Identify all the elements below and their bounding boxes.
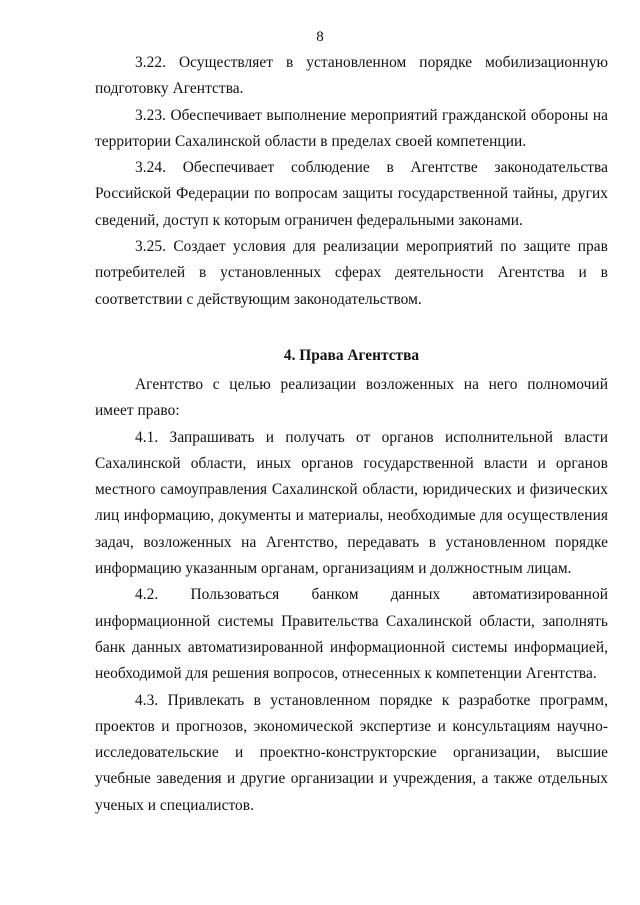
- paragraph-3-22: 3.22. Осуществляет в установленном порядке мобилизационную подготовку Агентства.: [95, 54, 608, 98]
- paragraph-3-23: 3.23. Обеспечивает выполнение мероприятий гражданской обороны на территории Сахалинской области в пределах своей компетенции.: [95, 106, 608, 150]
- page-number: 8: [316, 29, 324, 45]
- document-body: [95, 50, 608, 819]
- section-heading: 4. Права Агентства: [283, 346, 420, 364]
- paragraph-3-24: 3.24. Обеспечивает соблюдение в Агентстве законодательства Российской Федерации по вопросам защиты государственной тайны, других сведений, доступ к которым ограничен федеральными законами.: [95, 159, 608, 229]
- section-intro: Агентство с целью реализации возложенных на него полномочий имеет право:: [95, 375, 608, 420]
- paragraph-4-2: 4.2. Пользоваться банком данных автоматизированной информационной системы Правительства Сахалинской области, заполнять банк данных автоматизированной информационной системы информацией, необходимой для решения вопросов, отнесенных к компетенции Агентства.: [95, 586, 608, 683]
- paragraph-3-25: 3.25. Создает условия для реализации мероприятий по защите прав потребителей в установленных сферах деятельности Агентства и в соответствии с действующим законодательством.: [95, 238, 608, 308]
- paragraph-4-3: 4.3. Привлекать в установленном порядке к разработке программ, проектов и прогнозов, экономической экспертизе и консультациям научно-исследовательские и проектно-конструкторские организации, высшие учебные заведения и другие организации и учреждения, а также отдельных ученых и специалистов.: [95, 691, 608, 814]
- paragraph-4-1: 4.1. Запрашивать и получать от органов исполнительной власти Сахалинской области, иных органов государственной власти и органов местного самоуправления Сахалинской области, юридических и физических лиц информацию, документы и материалы, необходимые для осуществления задач, возложенных на Агентство, передавать в установленном порядке информацию указанным органам, организациям и должностным лицам.: [95, 428, 608, 578]
